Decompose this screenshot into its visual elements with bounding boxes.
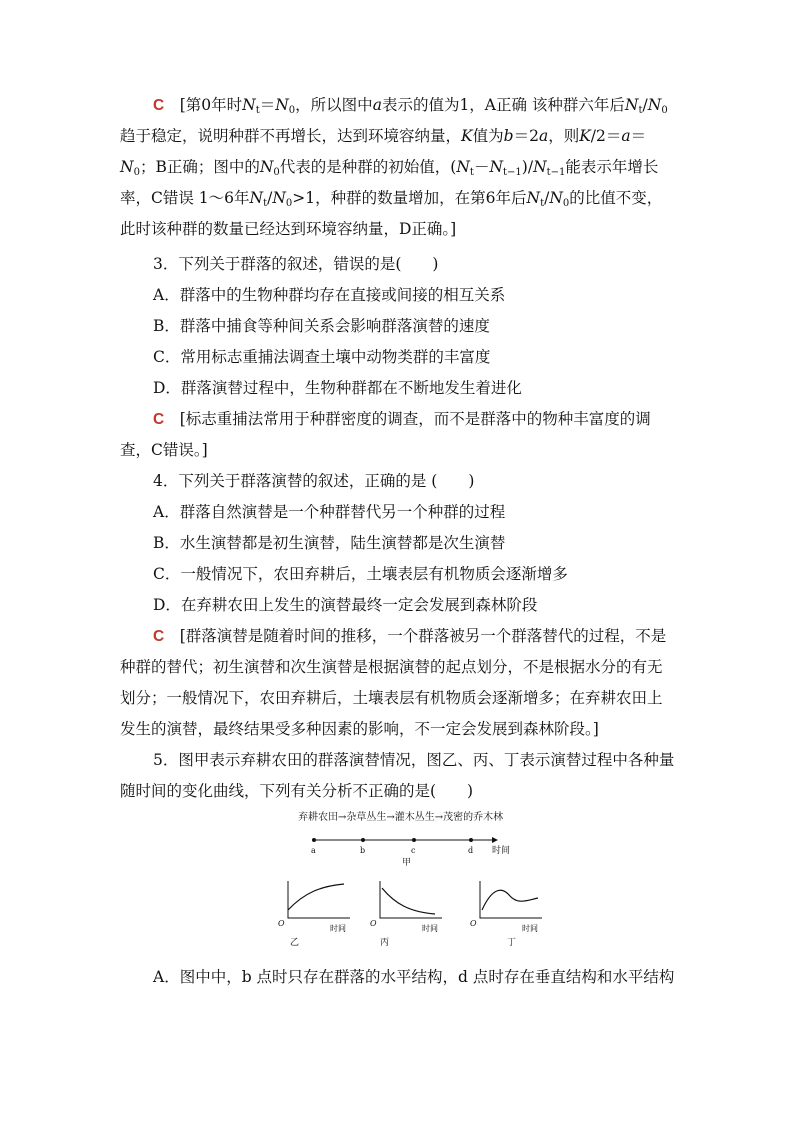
chart-bing-axes	[380, 881, 442, 918]
answer-letter: C	[153, 411, 165, 428]
q4-stem: 4．下列关于群落演替的叙述，正确的是 ( )	[153, 472, 475, 490]
q3-stem: 3．下列关于群落的叙述，错误的是( )	[153, 255, 439, 273]
timeline-point	[412, 838, 416, 842]
figure-label-jia: 甲	[402, 858, 412, 868]
chart-ding-curve	[482, 890, 538, 910]
chart-bing-origin: O	[370, 919, 377, 928]
q3-option-b: B．群落中捕食等种间关系会影响群落演替的速度	[153, 317, 490, 335]
chart-yi-curve	[288, 884, 344, 910]
chart-yi-origin: O	[278, 919, 285, 928]
chart-yi-time-label: 时间	[330, 924, 346, 933]
chart-label-ding: 丁	[507, 938, 517, 948]
chart-ding-time-label: 时间	[522, 924, 538, 933]
succession-figure	[270, 808, 550, 958]
q4-explanation: [群落演替是随着时间的推移，一个群落被另一个群落替代的过程，不是种群的替代；初生演替和次生演替是根据演替的起点划分，不是根据水分的有无划分；一般情况下，农田弃耕后，土壤表层有机物质会逐渐增多；在弃耕农田上发生的演替，最终结果受多种因素的影响，不一定会发展到森林阶段。]	[120, 627, 667, 738]
q3-option-c: C．常用标志重捕法调查土壤中动物类群的丰富度	[153, 348, 491, 366]
q4-option-c: C．一般情况下，农田弃耕后，土壤表层有机物质会逐渐增多	[153, 565, 568, 583]
chart-label-yi: 乙	[290, 938, 300, 948]
answer-letter: C	[153, 97, 165, 114]
timeline-arrow-icon	[492, 837, 498, 843]
figure-stages-label: 弃耕农田→杂草丛生→灌木丛生→茂密的乔木林	[298, 812, 504, 823]
q4-option-a: A．群落自然演替是一个种群替代另一个种群的过程	[153, 503, 506, 521]
chart-bing-curve	[382, 888, 435, 914]
timeline-point	[361, 838, 365, 842]
point-label-b: b	[360, 846, 366, 855]
chart-ding-origin: O	[470, 919, 477, 928]
chart-bing-time-label: 时间	[422, 924, 438, 933]
q5-stem: 5．图甲表示弃耕农田的群落演替情况，图乙、丙、丁表示演替过程中各种量随时间的变化曲线，下列有关分析不正确的是( )	[120, 751, 675, 800]
q3-explanation: [标志重捕法常用于种群密度的调查，而不是群落中的物种丰富度的调查，C错误。]	[120, 410, 651, 459]
point-label-d: d	[468, 846, 474, 855]
chart-yi-axes	[288, 881, 350, 918]
q4-option-d: D．在弃耕农田上发生的演替最终一定会发展到森林阶段	[153, 596, 538, 614]
timeline-point	[312, 838, 316, 842]
chart-label-bing: 丙	[380, 938, 390, 948]
timeline-time-label: 时间	[492, 846, 511, 856]
q4-answer	[120, 621, 676, 745]
q3-option-d: D．群落演替过程中，生物种群都在不断地发生着进化	[153, 379, 522, 397]
q2-answer-explanation: C [第0年时$N_t=N_0$，所以图中a表示的值为1，A正确 该种群六年后$N_t/N_0$趋于稳定，说明种群不再增长，达到环境容纳量，K值为b＝2a，则$K/2=a=N_0$；B正确；图中的$N_0$代表的是种群的初始值，$(N_t-N_{t-1})/N_{t-1}$能表示年增长率，C错误 1～6年$N_t/N_0>1$，种群的数量增加，在第6年后$N_t/N_0$的比值不变，此时该种群的数量已经达到环境容纳量，D正确。]	[120, 96, 668, 238]
q4-option-b: B．水生演替都是初生演替，陆生演替都是次生演替	[153, 534, 506, 552]
point-label-c: c	[411, 846, 416, 855]
timeline-point	[469, 838, 473, 842]
q5-option-a: A．图中中，b 点时只存在群落的水平结构，d 点时存在垂直结构和水平结构	[153, 968, 675, 986]
q3-answer	[120, 404, 676, 466]
point-label-a: a	[311, 846, 316, 855]
answer-letter: C	[153, 628, 165, 645]
q3-option-a: A．群落中的生物种群均存在直接或间接的相互关系	[153, 286, 506, 304]
